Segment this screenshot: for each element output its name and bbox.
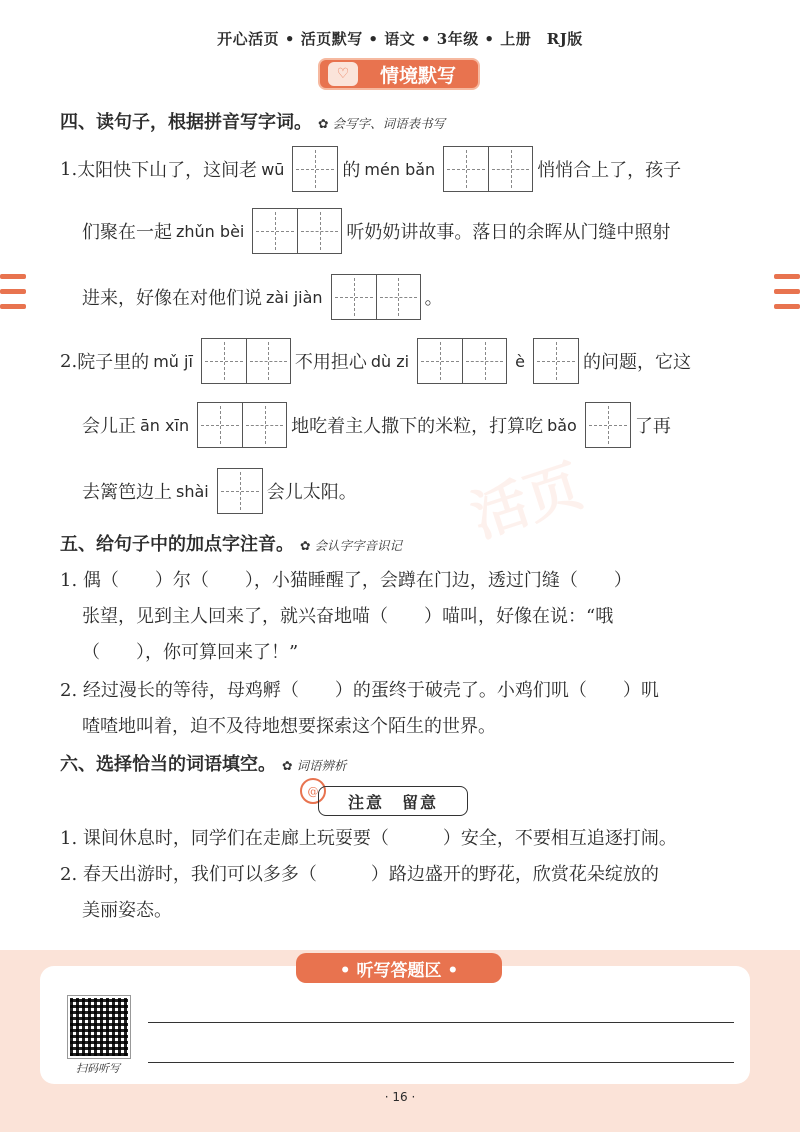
sentence-text: 的问题，它这 <box>582 352 691 373</box>
s4-q1-line1 <box>60 146 681 192</box>
s4-q1-line3 <box>82 274 443 320</box>
section-6-tag-text: 词语辨析 <box>296 758 347 773</box>
answer-line[interactable] <box>148 1062 734 1063</box>
sentence-text: 们聚在一起 <box>82 222 172 243</box>
section-5-tag-text: 会认字字音识记 <box>314 538 402 553</box>
sentence-text: 听奶奶讲故事。落日的余晖从门缝中照射 <box>346 222 671 243</box>
write-boxes[interactable] <box>217 468 263 514</box>
section-4-tag-text: 会写字、词语表书写 <box>332 116 445 131</box>
question-number: 1. <box>60 158 78 180</box>
sentence-text: 不用担心 <box>294 352 367 373</box>
qr-label: 扫码听写 <box>76 1062 120 1075</box>
s5-q1-line3: （ ），你可算回来了！” <box>82 642 299 663</box>
pinyin: shài <box>176 481 209 501</box>
section-6-title <box>60 750 346 776</box>
sentence-text: 去篱笆边上 <box>82 482 172 503</box>
s5-q2-line1: 2. 经过漫长的等待，母鸡孵（ ）的蛋终于破壳了。小鸡们叽（ ）叽 <box>60 680 659 701</box>
pinyin: zhǔn bèi <box>176 221 245 241</box>
section-6-title-text: 六、选择恰当的词语填空。 <box>60 754 276 775</box>
answer-area-title: • 听写答题区 • <box>296 953 502 983</box>
sentence-text: 院子里的 <box>77 352 150 373</box>
write-boxes[interactable] <box>201 338 291 384</box>
write-boxes[interactable] <box>252 208 342 254</box>
write-boxes[interactable] <box>197 402 287 448</box>
s4-q2-line3 <box>82 468 357 514</box>
s6-q2-line2: 美丽姿态。 <box>82 900 172 921</box>
sentence-text: 会儿正 <box>82 416 136 437</box>
heart-icon: ♡ <box>328 62 358 86</box>
pinyin: mén bǎn <box>364 159 436 179</box>
page-header-title: 开心活页 • 活页默写 • 语文 • 3年级 • 上册 RJ版 <box>217 30 583 48</box>
section-5-title-text: 五、给句子中的加点字注音。 <box>60 534 294 555</box>
pinyin: è <box>515 351 525 371</box>
watermark: 活页 <box>463 453 591 551</box>
s5-q1-line2: 张望，见到主人回来了，就兴奋地喵（ ）喵叫，好像在说：“哦 <box>82 606 614 627</box>
answer-card <box>40 966 750 1084</box>
sentence-text: 悄悄合上了，孩子 <box>537 160 682 181</box>
pinyin: wū <box>261 159 285 179</box>
qr-code-icon[interactable] <box>68 996 130 1058</box>
section-6-tag: ✿ 词语辨析 <box>282 758 347 773</box>
write-boxes[interactable] <box>443 146 533 192</box>
section-4-tag: ✿ 会写字、词语表书写 <box>318 116 445 131</box>
pinyin: mǔ jī <box>153 351 193 371</box>
s5-q2-line2: 喳喳地叫着，迫不及待地想要探索这个陌生的世界。 <box>82 716 496 737</box>
write-boxes[interactable] <box>292 146 338 192</box>
write-boxes[interactable] <box>533 338 579 384</box>
s4-q2-line1 <box>60 338 691 384</box>
section-banner <box>318 58 480 90</box>
question-number: 2. <box>60 350 78 372</box>
right-side-marks <box>774 274 800 319</box>
s6-q2-line1: 2. 春天出游时，我们可以多多（ ）路边盛开的野花，欣赏花朵绽放的 <box>60 864 659 885</box>
write-boxes[interactable] <box>417 338 507 384</box>
pinyin: ān xīn <box>140 415 190 435</box>
pinyin: bǎo <box>547 415 577 435</box>
s6-q1: 1. 课间休息时，同学们在走廊上玩耍要（ ）安全，不要相互追逐打闹。 <box>60 828 677 849</box>
s4-q1-line2 <box>82 208 670 254</box>
section-4-title <box>60 108 445 134</box>
section-5-tag: ✿ 会认字字音识记 <box>300 538 402 553</box>
s5-q1-line1: 1. 偶（ ）尔（ ），小猫睡醒了，会蹲在门边，透过门缝（ ） <box>60 570 632 591</box>
s4-q2-line2 <box>82 402 671 448</box>
sentence-text: 地吃着主人撒下的米粒，打算吃 <box>291 416 544 437</box>
snail-icon: @ <box>300 778 326 804</box>
write-boxes[interactable] <box>331 274 421 320</box>
pinyin: dù zi <box>370 351 410 371</box>
section-4-title-text: 四、读句子，根据拼音写字词。 <box>60 112 312 133</box>
left-side-marks <box>0 274 26 319</box>
sentence-text: 会儿太阳。 <box>266 482 357 503</box>
page-number: · 16 · <box>384 1090 416 1104</box>
sentence-text: 太阳快下山了，这间老 <box>77 160 258 181</box>
section-5-title <box>60 530 402 556</box>
pinyin: zài jiàn <box>266 287 323 307</box>
write-boxes[interactable] <box>585 402 631 448</box>
sentence-text: 了再 <box>634 416 671 437</box>
sentence-text: 进来，好像在对他们说 <box>82 288 262 309</box>
sentence-text: 的 <box>342 160 361 181</box>
answer-line[interactable] <box>148 1022 734 1023</box>
sentence-text: 。 <box>424 288 443 309</box>
banner-label: 情境默写 <box>379 64 456 87</box>
word-choice-box: 注意 留意 <box>318 786 468 816</box>
